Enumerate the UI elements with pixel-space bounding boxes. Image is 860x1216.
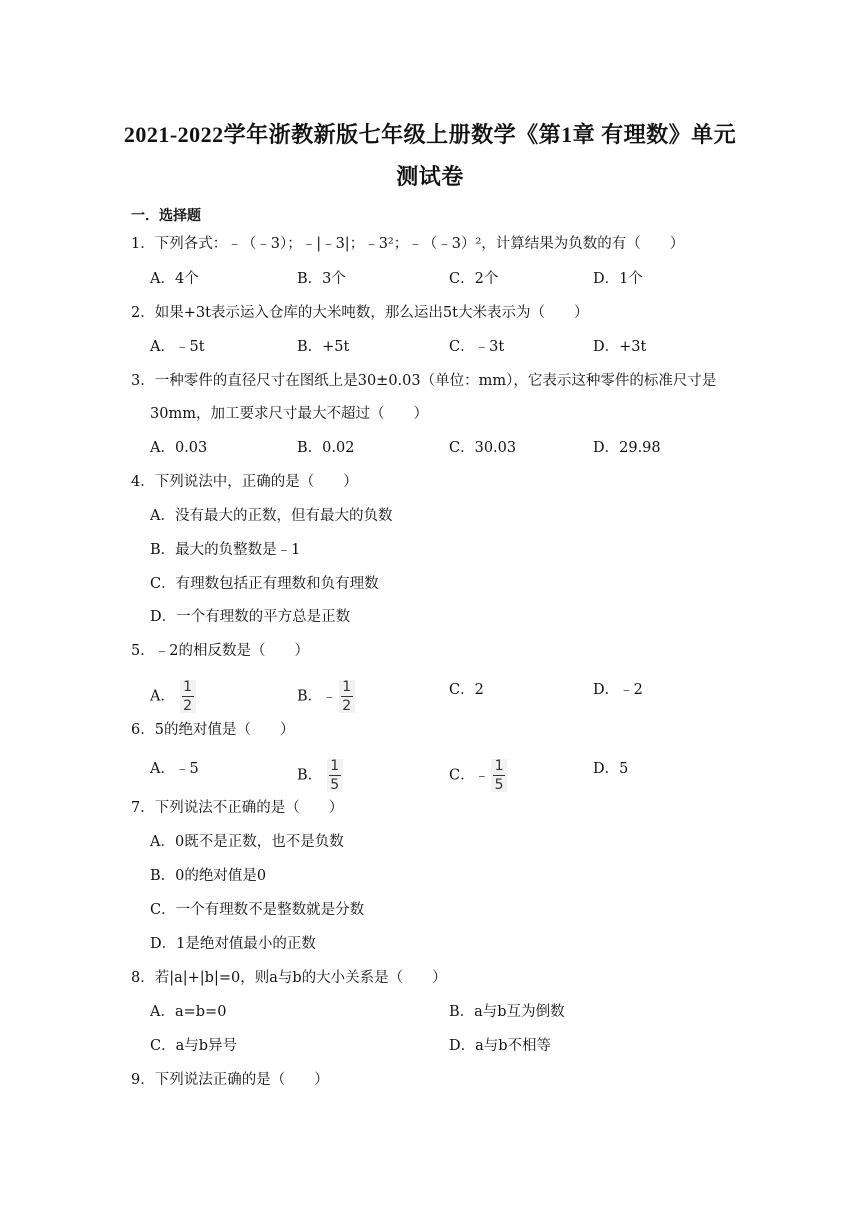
question-1: 1．下列各式：﹣（﹣3）；﹣|﹣3|；﹣3²；﹣（﹣3）²，计算结果为负数的有（ ） [131,236,685,252]
frac-denominator: 5 [494,777,504,793]
q5-option-c: C．2 [449,682,484,698]
question-9: 9．下列说法正确的是（ ） [131,1072,329,1088]
question-4: 4．下列说法中，正确的是（ ） [131,474,358,490]
q6-option-c-label: C． [449,767,475,784]
q2-option-d: D．+3t [593,339,647,355]
q8-option-d: D．a与b不相等 [449,1038,552,1054]
q6-option-b [297,759,343,792]
q8-option-a: A．a=b=0 [150,1004,227,1020]
q1-option-a: A．4个 [150,271,199,287]
q4-option-d: D．一个有理数的平方总是正数 [150,609,351,625]
q6-option-d: D．5 [593,761,629,777]
q2-option-c: C．﹣3t [449,339,505,355]
question-8: 8．若|a|+|b|=0，则a与b的大小关系是（ ） [131,970,447,986]
fraction-image [327,759,343,792]
minus-sign: ﹣ [474,767,490,784]
q4-option-a: A．没有最大的正数，但有最大的负数 [150,508,393,524]
question-3: 3．一种零件的直径尺寸在图纸上是30±0.03（单位：mm），它表示这种零件的标准尺寸是 [131,373,717,389]
q1-option-d: D．1个 [593,271,643,287]
q7-option-d: D．1是绝对值最小的正数 [150,936,316,952]
q8-option-b: B．a与b互为倒数 [449,1004,565,1020]
q2-option-a: A．﹣5t [150,339,205,355]
q7-option-b: B．0的绝对值是0 [150,868,267,884]
section-heading: 一．选择题 [131,208,201,224]
q5-option-a-label: A． [150,688,175,705]
frac-numerator: 1 [342,679,352,695]
q1-option-c: C．2个 [449,271,499,287]
fraction-image [339,680,355,713]
page-title: 2021-2022学年浙教新版七年级上册数学《第1章 有理数》单元 [123,122,737,147]
q8-option-c: C．a与b异号 [150,1038,238,1054]
q5-option-b [297,680,355,713]
q3-option-b: B．0.02 [297,440,355,456]
q7-option-a: A．0既不是正数，也不是负数 [150,834,344,850]
q5-option-a [150,680,196,713]
minus-sign: ﹣ [322,688,337,705]
q3-option-c: C．30.03 [449,440,517,456]
q3-option-a: A．0.03 [150,440,208,456]
question-6: 6．5的绝对值是（ ） [131,722,295,738]
q6-option-a: A．﹣5 [150,761,199,777]
q6-option-b-label: B． [297,767,323,784]
fraction-image [180,680,196,713]
q6-option-c [449,759,507,792]
page-title-cont: 测试卷 [396,164,464,189]
q2-option-b: B．+5t [297,339,350,355]
q5-option-b-label: B． [297,688,323,705]
q4-option-c: C．有理数包括正有理数和负有理数 [150,576,379,592]
question-7: 7．下列说法不正确的是（ ） [131,800,344,816]
q3-option-d: D．29.98 [593,440,661,456]
q7-option-c: C．一个有理数不是整数就是分数 [150,902,365,918]
frac-denominator: 2 [183,698,193,714]
q5-option-d: D．﹣2 [593,682,643,698]
question-3-cont: 30mm，加工要求尺寸最大不超过（ ） [150,406,428,422]
q1-option-b: B．3个 [297,271,346,287]
q4-option-b: B．最大的负整数是﹣1 [150,542,301,558]
frac-denominator: 5 [330,777,340,793]
frac-numerator: 1 [494,758,504,774]
question-2: 2．如果+3t表示运入仓库的大米吨数，那么运出5t大米表示为（ ） [131,305,589,321]
fraction-image [491,759,507,792]
question-5: 5．﹣2的相反数是（ ） [131,643,309,659]
frac-denominator: 2 [342,698,352,714]
frac-numerator: 1 [330,758,340,774]
frac-numerator: 1 [183,679,193,695]
